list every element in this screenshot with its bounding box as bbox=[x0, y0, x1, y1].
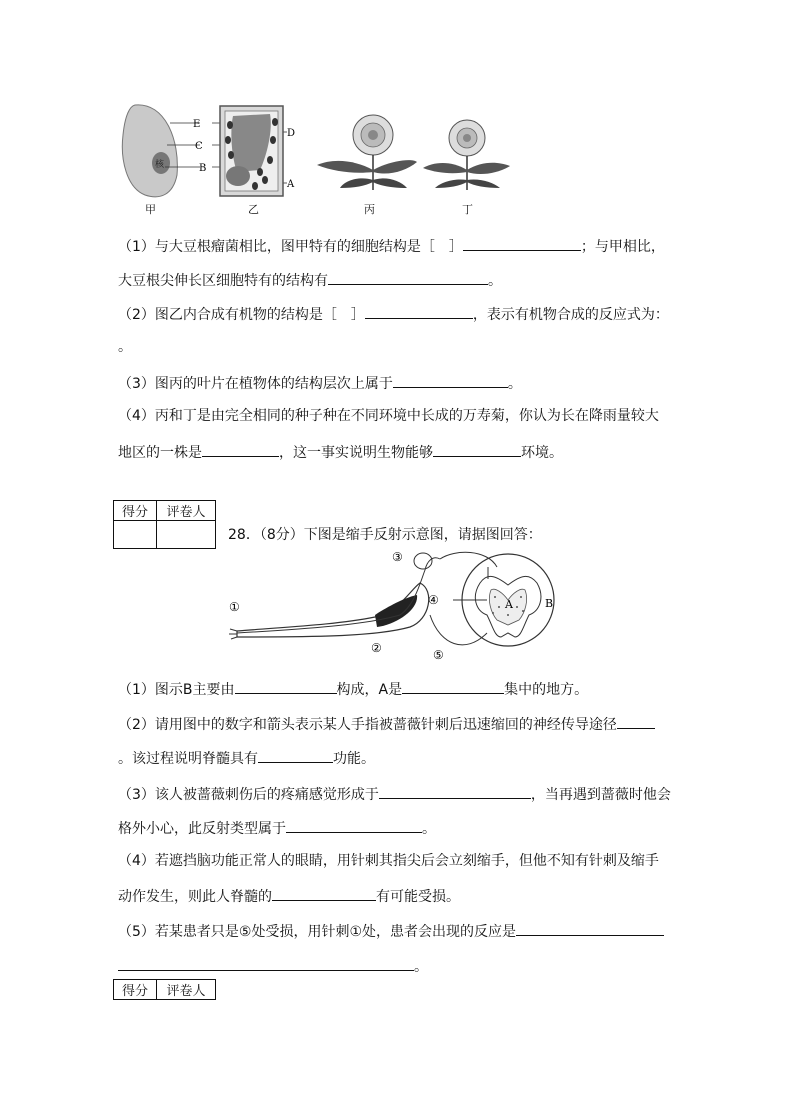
figure-cells-plants bbox=[115, 100, 535, 215]
label-e: E bbox=[193, 119, 201, 130]
label-d: D bbox=[287, 128, 296, 139]
q28-line1: （1）图示B主要由 构成，A是 集中的地方。 bbox=[118, 679, 588, 699]
blank-28-1a[interactable] bbox=[235, 679, 337, 694]
q28-line3: 。该过程说明脊髓具有 功能。 bbox=[118, 748, 375, 768]
score-table-2 bbox=[113, 979, 216, 1000]
q27-line2: 大豆根尖伸长区细胞特有的结构有 。 bbox=[118, 270, 502, 290]
fig-label-b: B bbox=[545, 597, 554, 610]
score-table-1 bbox=[113, 500, 216, 549]
q27-line3: （2）图乙内合成有机物的结构是［ ］ ，表示有机物合成的反应式为： bbox=[118, 304, 669, 324]
fig-label-1: ① bbox=[229, 600, 240, 614]
caption-yi: 乙 bbox=[248, 203, 259, 216]
grader-cell[interactable] bbox=[157, 521, 216, 549]
label-b: B bbox=[199, 163, 207, 174]
fig-label-2: ② bbox=[371, 641, 382, 655]
blank-27-2[interactable] bbox=[365, 304, 473, 319]
fig-label-3: ③ bbox=[392, 550, 403, 564]
grader-label-2: 评卷人 bbox=[157, 980, 216, 1000]
cell-jia bbox=[122, 105, 177, 197]
q27-line4: 。 bbox=[118, 339, 132, 355]
q27-line5: （3）图丙的叶片在植物体的结构层次上属于 。 bbox=[118, 373, 522, 393]
fig-label-4: ④ bbox=[428, 593, 439, 607]
q27-line6: （4）丙和丁是由完全相同的种子种在不同环境中长成的万寿菊，你认为长在降雨量较大 bbox=[118, 408, 659, 424]
blank-28-4[interactable] bbox=[272, 886, 376, 901]
blank-27-1b[interactable] bbox=[328, 270, 488, 285]
fig-label-a: A bbox=[505, 598, 513, 611]
q28-line4: （3）该人被蔷薇刺伤后的疼痛感觉形成于 ，当再遇到蔷薇时他会 bbox=[118, 784, 671, 804]
q28-line8: （5）若某患者只是⑤处受损，用针刺①处，患者会出现的反应是 bbox=[118, 921, 664, 941]
caption-jia: 甲 bbox=[145, 203, 156, 216]
blank-28-1b[interactable] bbox=[402, 679, 504, 694]
score-cell[interactable] bbox=[114, 521, 157, 549]
blank-27-4b[interactable] bbox=[433, 442, 521, 457]
q27-line7: 地区的一株是 ，这一事实说明生物能够 环境。 bbox=[118, 442, 563, 462]
score-label-2: 得分 bbox=[114, 980, 157, 1000]
plant-bing bbox=[317, 115, 417, 190]
q27-line1: （1）与大豆根瘤菌相比，图甲特有的细胞结构是［ ］ ；与甲相比， bbox=[118, 236, 665, 256]
blank-27-3[interactable] bbox=[393, 373, 508, 388]
blank-28-5a[interactable] bbox=[516, 921, 664, 936]
q28-title: 28．（8分）下图是缩手反射示意图，请据图回答： bbox=[228, 527, 542, 543]
caption-ding: 丁 bbox=[462, 203, 473, 216]
blank-28-2a[interactable] bbox=[617, 714, 655, 729]
blank-28-3a[interactable] bbox=[379, 784, 531, 799]
q28-line2: （2）请用图中的数字和箭头表示某人手指被蔷薇针刺后迅速缩回的神经传导途径 bbox=[118, 714, 655, 734]
blank-28-2b[interactable] bbox=[258, 748, 333, 763]
plant-ding bbox=[423, 120, 510, 190]
label-c: C bbox=[195, 141, 203, 152]
nucleus-char: 核 bbox=[155, 160, 165, 170]
score-label: 得分 bbox=[114, 501, 157, 521]
figure-reflex-arc bbox=[225, 545, 585, 665]
fig-label-5: ⑤ bbox=[433, 648, 444, 662]
grader-label: 评卷人 bbox=[157, 501, 216, 521]
label-a: A bbox=[287, 179, 295, 190]
q28-line5: 格外小心，此反射类型属于 。 bbox=[118, 818, 436, 838]
q28-line6: （4）若遮挡脑功能正常人的眼睛，用针刺其指尖后会立刻缩手，但他不知有针刺及缩手 bbox=[118, 853, 659, 869]
blank-28-3b[interactable] bbox=[286, 818, 422, 833]
blank-28-5b[interactable] bbox=[118, 956, 414, 971]
blank-27-4a[interactable] bbox=[202, 442, 279, 457]
cell-yi bbox=[220, 106, 283, 196]
q28-line7: 动作发生，则此人脊髓的 有可能受损。 bbox=[118, 886, 460, 906]
blank-27-1a[interactable] bbox=[463, 236, 581, 251]
q28-line9: 。 bbox=[118, 956, 428, 976]
caption-bing: 丙 bbox=[364, 203, 375, 216]
